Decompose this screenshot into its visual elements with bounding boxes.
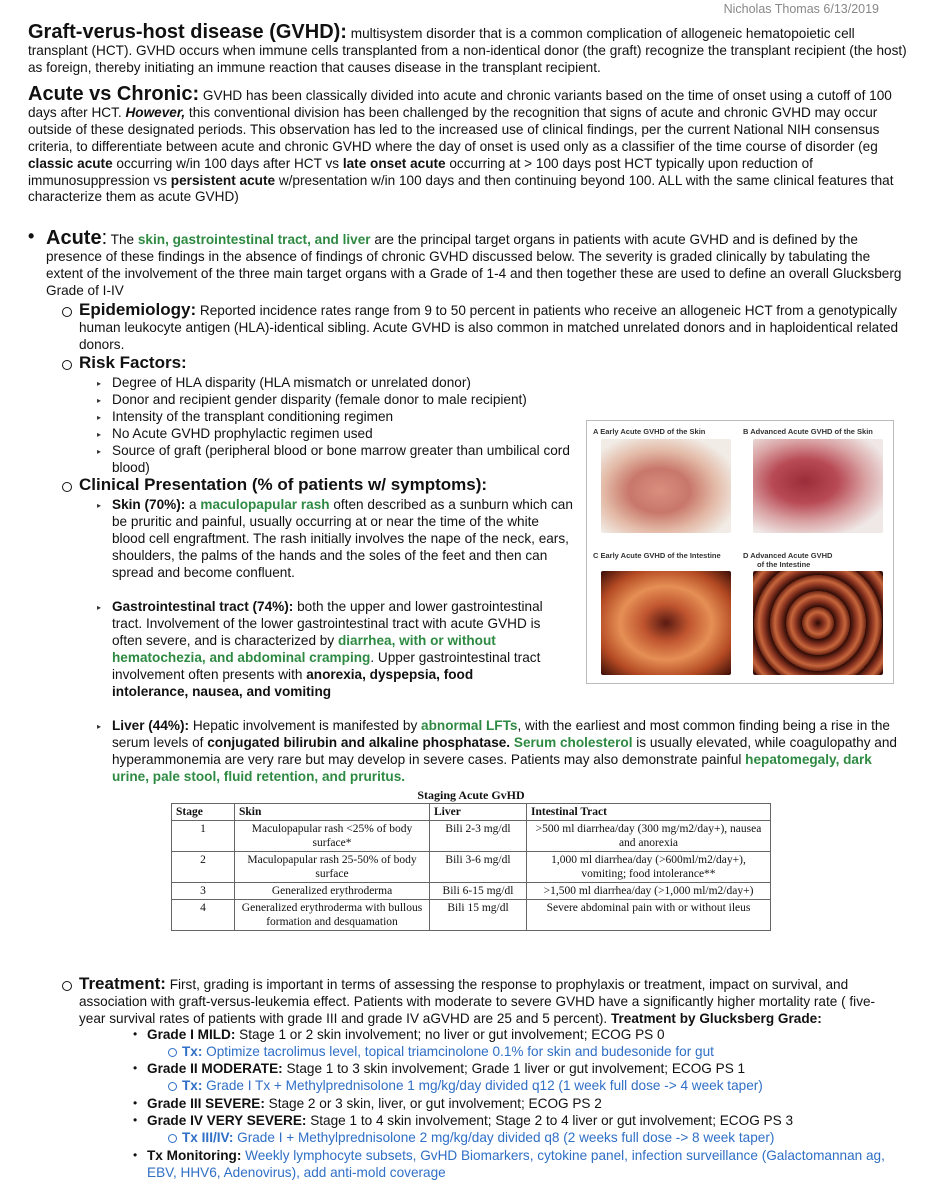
grade-4-line: Grade IV VERY SEVERE: Stage 1 to 4 skin involvement; Stage 2 to 4 liver or gut involvement; ECOG PS 3 <box>147 1113 794 1128</box>
clinical-bullet <box>62 482 72 492</box>
staging-title: Staging Acute GvHD <box>417 788 525 802</box>
header-stage: Stage <box>172 804 235 821</box>
grade-2-tx-line: Tx: Grade I Tx + Methylprednisolone 1 mg/kg/day divided q12 (1 week full dose -> 4 week taper) <box>182 1078 763 1093</box>
epidemiology-title: Epidemiology: <box>79 300 197 319</box>
header-skin: Skin <box>235 804 430 821</box>
clinical-item-marker: ▸ <box>97 501 102 510</box>
risk-item-marker: ▸ <box>97 396 102 405</box>
risk-item-marker: ▸ <box>97 379 102 388</box>
grade-bullet: • <box>133 1096 138 1110</box>
early-intestine-photo <box>601 571 731 675</box>
risk-item-marker: ▸ <box>97 447 102 456</box>
skin-paragraph: Skin (70%): a maculopapular rash often described as a sunburn which can be pruritic and painful, usually occurring at or near the time of the white blood cell engraftment. The rash initially involves the nape of the neck, ears, shoulders, the palms of the hands and the soles of the feet and then can spread and become confluent. <box>112 497 573 580</box>
gi-paragraph: Gastrointestinal tract (74%): both the upper and lower gastrointestinal tract. Involvement of the lower gastrointestinal tract with acute GVHD is often severe, and is characterized by diarrhea, with or without hematochezia, and abdominal cramping. Upper gastrointestinal tract involvement often presents with anorexia, dyspepsia, food intolerance, nausea, and vomiting <box>112 599 543 699</box>
treatment-title: Treatment: <box>79 974 166 993</box>
epidemiology-bullet <box>62 307 72 317</box>
tx-monitoring-line: Tx Monitoring: Weekly lymphocyte subsets, GvHD Biomarkers, cytokine panel, infection surveillance (Galactomannan ag, EBV, HHV6, Adenovirus), add anti-mold coverage <box>147 1148 885 1180</box>
grade-bullet: • <box>133 1027 138 1041</box>
liver-paragraph: Liver (44%): Hepatic involvement is manifested by abnormal LFTs, with the earliest and most common finding being a rise in the serum levels of conjugated bilirubin and alkaline phosphatase. Serum cholesterol is usually elevated, while coagulopathy and hyperammonemia are very rare but may develop in severe cases. Patients may also demonstrate painful hepatomegaly, dark urine, pale stool, fluid retention, and pruritus. <box>112 718 897 784</box>
grade-bullet: • <box>133 1148 138 1162</box>
epidemiology-paragraph: Epidemiology: Reported incidence rates range from 9 to 50 percent in patients who receive an allogeneic HCT from a genotypically human leukocyte antigen (HLA)-identical sibling. Acute GVHD is also common in matched unrelated donors and in haploidentical related donors. <box>79 300 899 352</box>
gi-label: Gastrointestinal tract (74%): <box>112 599 294 614</box>
advanced-intestine-photo <box>753 571 883 675</box>
treatment-paragraph: Treatment: First, grading is important in terms of assessing the response to prophylaxis or treatment, impact on survival, and association with graft-versus-leukemia effect. Patients with moderate to severe GVHD have a significantly higher mortality rate ( five-year survival rates of patients with grade III and grade IV aGVHD are 25 and 5 percent). Treatment by Glucksberg Grade: <box>79 974 876 1026</box>
clinical-item-marker: ▸ <box>97 722 102 731</box>
early-skin-photo <box>601 439 731 533</box>
acute-vs-chronic-paragraph: Acute vs Chronic: GVHD has been classically divided into acute and chronic variants based on the time of onset using a cutoff of 100 days after HCT. However, this conventional division has been challenged by the recognition that signs of acute and chronic GVHD may occur outside of these designated periods. This observation has led to the increased use of clinical findings, per the current National NIH consensus criteria, to differentiate between acute and chronic GVHD where the day of onset is used only as a classifier of the time course of disorder (eg classic acute occurring w/in 100 days after HCT vs late onset acute occurring at > 100 days post HCT typically upon reduction of immunosuppression vs persistent acute w/presentation w/in 100 days and then continuing beyond 100. ALL with the same clinical features that characterize them as acute GVHD) <box>28 83 894 205</box>
risk-item-marker: ▸ <box>97 430 102 439</box>
acute-bullet: • <box>28 226 35 246</box>
figure-caption-d-line2: of the Intestine <box>757 560 811 569</box>
grade-34-tx-line: Tx III/IV: Grade I + Methylprednisolone 2 mg/kg/day divided q8 (2 weeks full dose -> 8 week taper) <box>182 1130 775 1145</box>
clinical-item-marker: ▸ <box>97 603 102 612</box>
risk-item: Degree of HLA disparity (HLA mismatch or unrelated donor) <box>112 375 471 390</box>
risk-item: Donor and recipient gender disparity (female donor to male recipient) <box>112 392 527 407</box>
tx-bullet <box>168 1134 177 1143</box>
grade-1-line: Grade I MILD: Stage 1 or 2 skin involvement; no liver or gut involvement; ECOG PS 0 <box>147 1027 665 1042</box>
acute-title: Acute <box>46 227 102 249</box>
intro-title: Graft-verus-host disease (GVHD): <box>28 21 347 43</box>
staging-table <box>171 803 771 931</box>
header-liver: Liver <box>430 804 527 821</box>
table-row: 3 Generalized erythroderma Bili 6-15 mg/dl >1,500 ml diarrhea/day (>1,000 ml/m2/day+) <box>172 883 771 900</box>
risk-factors-bullet <box>62 360 72 370</box>
table-header-row <box>172 804 771 821</box>
clinical-title: Clinical Presentation (% of patients w/ symptoms): <box>79 475 488 494</box>
advanced-skin-photo <box>753 439 883 533</box>
liver-label: Liver (44%): <box>112 718 190 733</box>
skin-label: Skin (70%): <box>112 497 186 512</box>
gvhd-figure <box>586 420 894 684</box>
staging-table-container <box>171 788 771 931</box>
grade-2-line: Grade II MODERATE: Stage 1 to 3 skin involvement; Grade 1 liver or gut involvement; ECOG PS 1 <box>147 1061 746 1076</box>
risk-item: No Acute GVHD prophylactic regimen used <box>112 426 373 441</box>
risk-item: Intensity of the transplant conditioning regimen <box>112 409 394 424</box>
risk-item: Source of graft (peripheral blood or bone marrow greater than umbilical cord blood) <box>112 443 570 475</box>
grade-bullet: • <box>133 1113 138 1127</box>
intro-paragraph: Graft-verus-host disease (GVHD): multisystem disorder that is a common complication of allogeneic hematopoietic cell transplant (HCT). GVHD occurs when immune cells transplanted from a non-identical donor (the graft) recognize the transplant recipient (the host) as foreign, thereby initiating an immune reaction that causes disease in the transplant recipient. <box>28 21 907 75</box>
acute-paragraph: Acute: The skin, gastrointestinal tract, and liver are the principal target organs in patients with acute GVHD and is defined by the presence of these findings in the absence of findings of chronic GVHD discussed below. The severity is graded clinically by tabulating the extent of the involvement of the three main target organs with a Grade of 1-4 and then together these are used to define an overall Glucksberg Grade of I-IV <box>46 227 902 298</box>
table-row: 4 Generalized erythroderma with bullous formation and desquamation Bili 15 mg/dl Severe abdominal pain with or without ileus <box>172 900 771 931</box>
acute-vs-chronic-title: Acute vs Chronic: <box>28 83 200 105</box>
table-row: 2 Maculopapular rash 25-50% of body surface Bili 3-6 mg/dl 1,000 ml diarrhea/day (>600ml/m2/day+), vomiting; food intolerance** <box>172 852 771 883</box>
figure-caption-a: A Early Acute GVHD of the Skin <box>593 427 706 436</box>
grade-1-tx-line: Tx: Optimize tacrolimus level, topical triamcinolone 0.1% for skin and budesonide for gut <box>182 1044 714 1059</box>
figure-caption-c: C Early Acute GVHD of the Intestine <box>593 551 721 560</box>
grade-bullet: • <box>133 1061 138 1075</box>
tx-bullet <box>168 1048 177 1057</box>
risk-item-marker: ▸ <box>97 413 102 422</box>
figure-caption-b: B Advanced Acute GVHD of the Skin <box>743 427 873 436</box>
tx-bullet <box>168 1082 177 1091</box>
table-row: 1 Maculopapular rash <25% of body surface* Bili 2-3 mg/dl >500 ml diarrhea/day (300 mg/m2/day+), nausea and anorexia <box>172 821 771 852</box>
grade-3-line: Grade III SEVERE: Stage 2 or 3 skin, liver, or gut involvement; ECOG PS 2 <box>147 1096 602 1111</box>
treatment-bullet <box>62 981 72 991</box>
risk-factors-title: Risk Factors: <box>79 353 187 372</box>
figure-caption-d-line1: D Advanced Acute GVHD <box>743 551 833 560</box>
author-stamp: Nicholas Thomas 6/13/2019 <box>723 2 879 16</box>
header-intestinal: Intestinal Tract <box>527 804 771 821</box>
